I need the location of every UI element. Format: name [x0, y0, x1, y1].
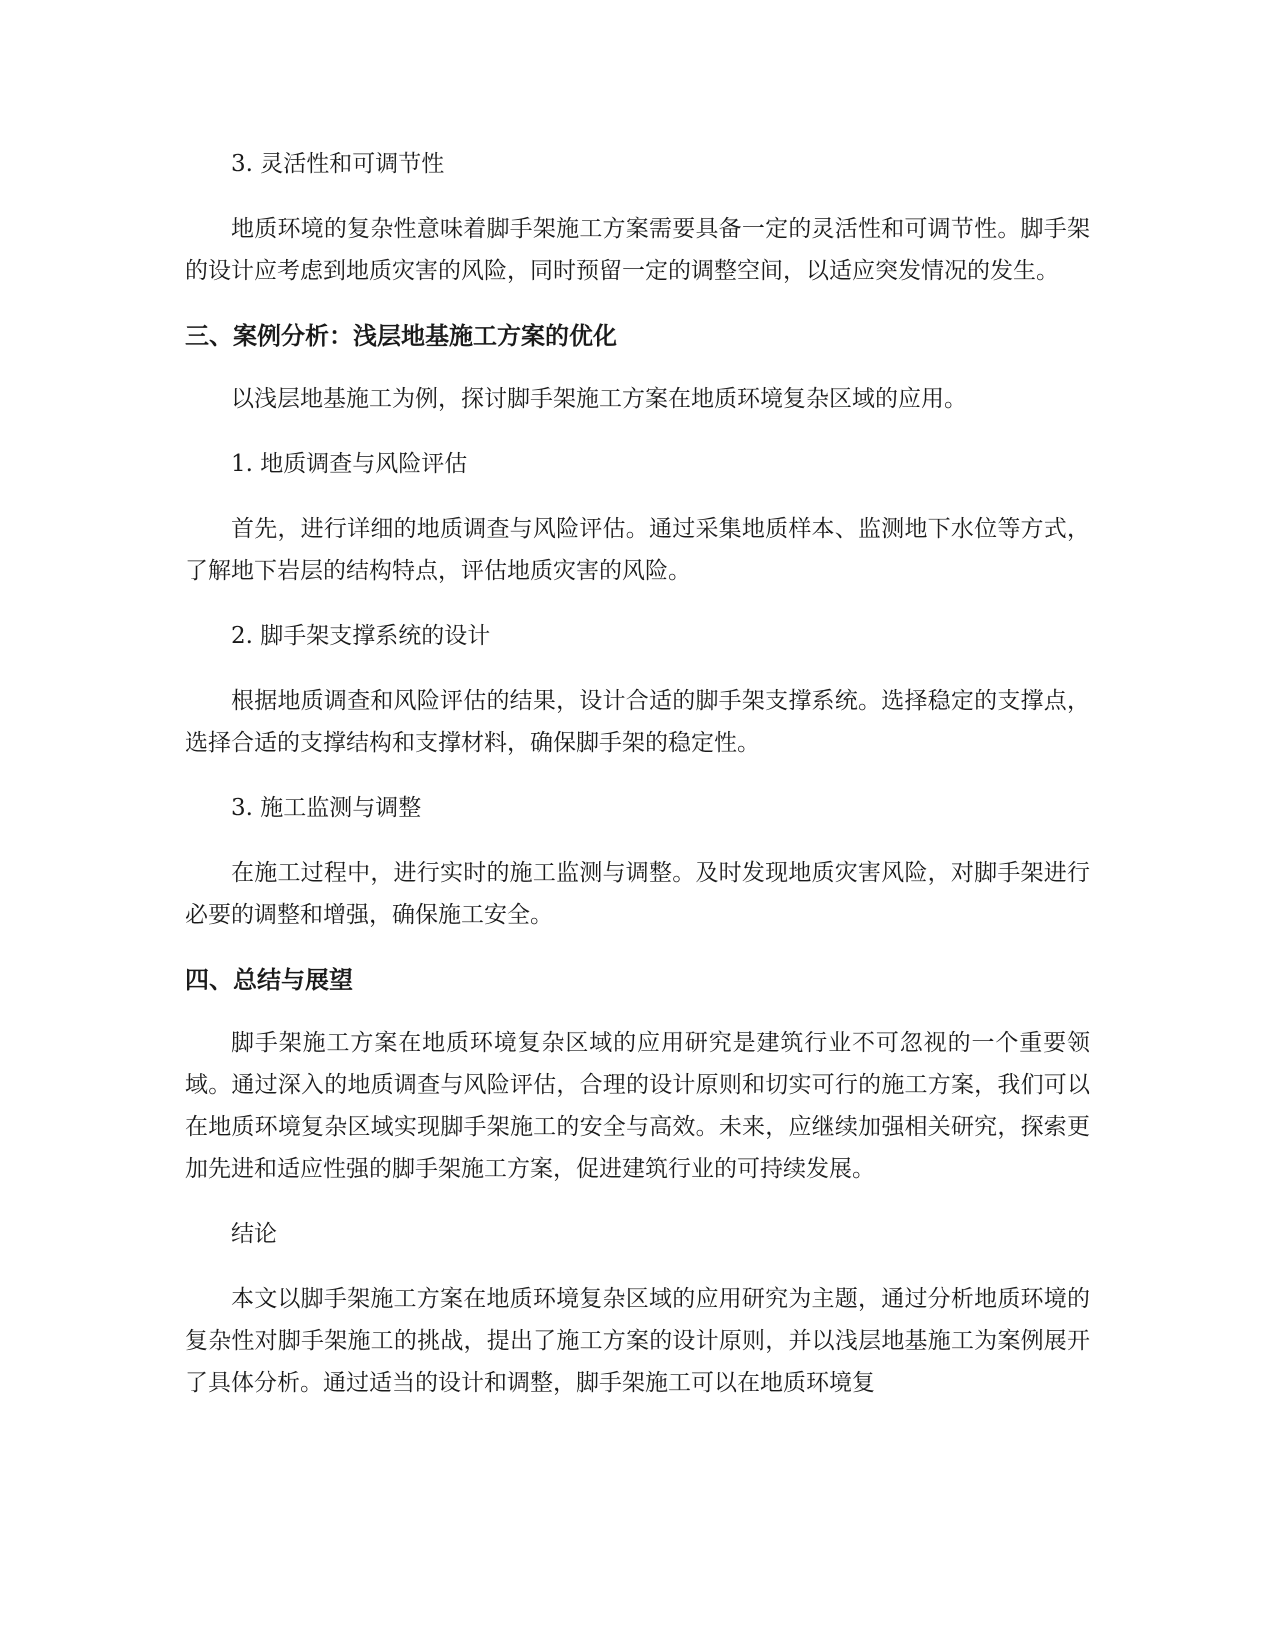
paragraph-geological-survey: 首先，进行详细的地质调查与风险评估。通过采集地质样本、监测地下水位等方式，了解地下岩层的结构特点，评估地质灾害的风险。 [185, 516, 1090, 584]
paragraph-monitoring: 在施工过程中，进行实时的施工监测与调整。及时发现地质灾害风险，对脚手架进行必要的调整和增强，确保施工安全。 [185, 860, 1090, 928]
section-heading-case-analysis: 三、案例分析：浅层地基施工方案的优化 [185, 322, 617, 350]
paragraph-support-system: 根据地质调查和风险评估的结果，设计合适的脚手架支撑系统。选择稳定的支撑点，选择合适的支撑结构和支撑材料，确保脚手架的稳定性。 [185, 688, 1090, 756]
paragraph-conclusion: 本文以脚手架施工方案在地质环境复杂区域的应用研究为主题，通过分析地质环境的复杂性对脚手架施工的挑战，提出了施工方案的设计原则，并以浅层地基施工为案例展开了具体分析。通过适当的设计和调整，脚手架施工可以在地质环境复 [185, 1286, 1090, 1396]
section-heading-summary: 四、总结与展望 [185, 966, 353, 994]
document-body [185, 143, 1090, 1427]
subheading-conclusion: 结论 [231, 1221, 277, 1247]
paragraph-flexibility: 地质环境的复杂性意味着脚手架施工方案需要具备一定的灵活性和可调节性。脚手架的设计应考虑到地质灾害的风险，同时预留一定的调整空间，以适应突发情况的发生。 [185, 216, 1090, 284]
subheading-geological-survey: 1. 地质调查与风险评估 [231, 451, 468, 477]
subheading-monitoring: 3. 施工监测与调整 [231, 795, 422, 821]
subheading-support-system: 2. 脚手架支撑系统的设计 [231, 623, 491, 649]
paragraph-case-intro: 以浅层地基施工为例，探讨脚手架施工方案在地质环境复杂区域的应用。 [231, 386, 967, 412]
subheading-flexibility: 3. 灵活性和可调节性 [231, 151, 445, 177]
paragraph-summary: 脚手架施工方案在地质环境复杂区域的应用研究是建筑行业不可忽视的一个重要领域。通过深入的地质调查与风险评估，合理的设计原则和切实可行的施工方案，我们可以在地质环境复杂区域实现脚手架施工的安全与高效。未来，应继续加强相关研究，探索更加先进和适应性强的脚手架施工方案，促进建筑行业的可持续发展。 [185, 1030, 1090, 1182]
